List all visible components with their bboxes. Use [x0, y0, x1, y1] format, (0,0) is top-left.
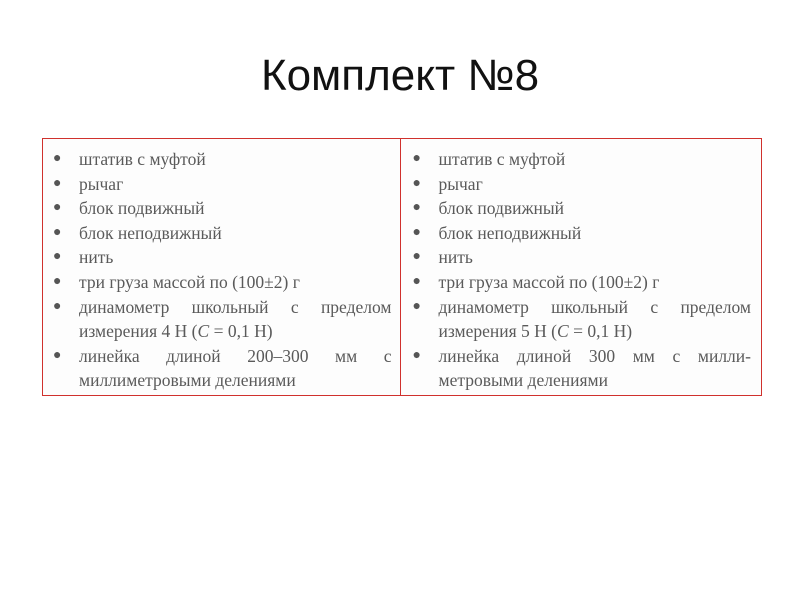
- bullet-dot-icon: ●: [53, 224, 62, 240]
- variable-c: C: [557, 321, 569, 342]
- left-item-list: [53, 147, 392, 393]
- item-text: блок неподвижный: [438, 222, 582, 243]
- item-text: блок подвижный: [438, 198, 565, 219]
- list-item: [413, 344, 752, 393]
- item-text: штатив с муфтой: [79, 149, 206, 169]
- bullet-dot-icon: ●: [412, 151, 421, 166]
- list-item: [53, 270, 392, 295]
- item-text: блок неподвижный: [79, 222, 222, 243]
- slide-title: Комплект №8: [260, 51, 540, 100]
- item-text: линейка длиной 200–300 мм с миллиметровыми делениями: [79, 345, 392, 391]
- bullet-dot-icon: ●: [412, 249, 421, 265]
- variable-c: C: [197, 321, 210, 342]
- list-item: [413, 270, 752, 295]
- list-item: [53, 295, 392, 344]
- item-text: нить: [79, 247, 114, 268]
- list-item: [413, 196, 752, 221]
- list-item: [53, 245, 392, 270]
- bullet-dot-icon: ●: [53, 249, 62, 265]
- bullet-dot-icon: ●: [53, 273, 62, 289]
- item-text: штатив с муфтой: [438, 149, 566, 169]
- item-text: три груза массой по (100±2) г: [79, 271, 300, 292]
- list-item: [413, 221, 752, 246]
- item-text: блок подвижный: [79, 198, 205, 219]
- list-item: [53, 344, 392, 393]
- left-column: [43, 139, 401, 395]
- bullet-dot-icon: ●: [53, 175, 62, 191]
- bullet-dot-icon: ●: [412, 200, 421, 216]
- bullet-dot-icon: ●: [53, 200, 62, 216]
- item-text: динамометр школьный с пределом измерения 5 Н (C = 0,1 Н): [438, 296, 751, 342]
- bullet-dot-icon: ●: [53, 298, 62, 314]
- item-text: динамометр школьный с пределом измерения 4 Н (C = 0,1 Н): [79, 296, 392, 342]
- item-text: нить: [438, 247, 473, 268]
- bullet-dot-icon: ●: [412, 175, 421, 191]
- bullet-dot-icon: ●: [53, 151, 62, 166]
- list-item: [53, 172, 392, 197]
- right-item-list: [413, 147, 752, 393]
- bullet-dot-icon: ●: [53, 347, 62, 363]
- item-text: линейка длиной 300 мм с милли-метровыми делениями: [438, 345, 751, 391]
- list-item: [413, 172, 752, 197]
- list-item: [413, 245, 752, 270]
- list-item: [53, 147, 392, 172]
- list-item: [53, 221, 392, 246]
- item-text: рычаг: [438, 173, 483, 194]
- right-column: [401, 139, 762, 395]
- bullet-dot-icon: ●: [412, 224, 421, 240]
- list-item: [413, 295, 752, 344]
- list-item: [413, 147, 752, 172]
- bullet-dot-icon: ●: [412, 273, 421, 289]
- item-text: рычаг: [79, 173, 124, 194]
- item-text: три груза массой по (100±2) г: [438, 271, 660, 292]
- bullet-dot-icon: ●: [412, 298, 421, 314]
- equipment-table: [42, 138, 762, 396]
- bullet-dot-icon: ●: [412, 347, 421, 363]
- list-item: [53, 196, 392, 221]
